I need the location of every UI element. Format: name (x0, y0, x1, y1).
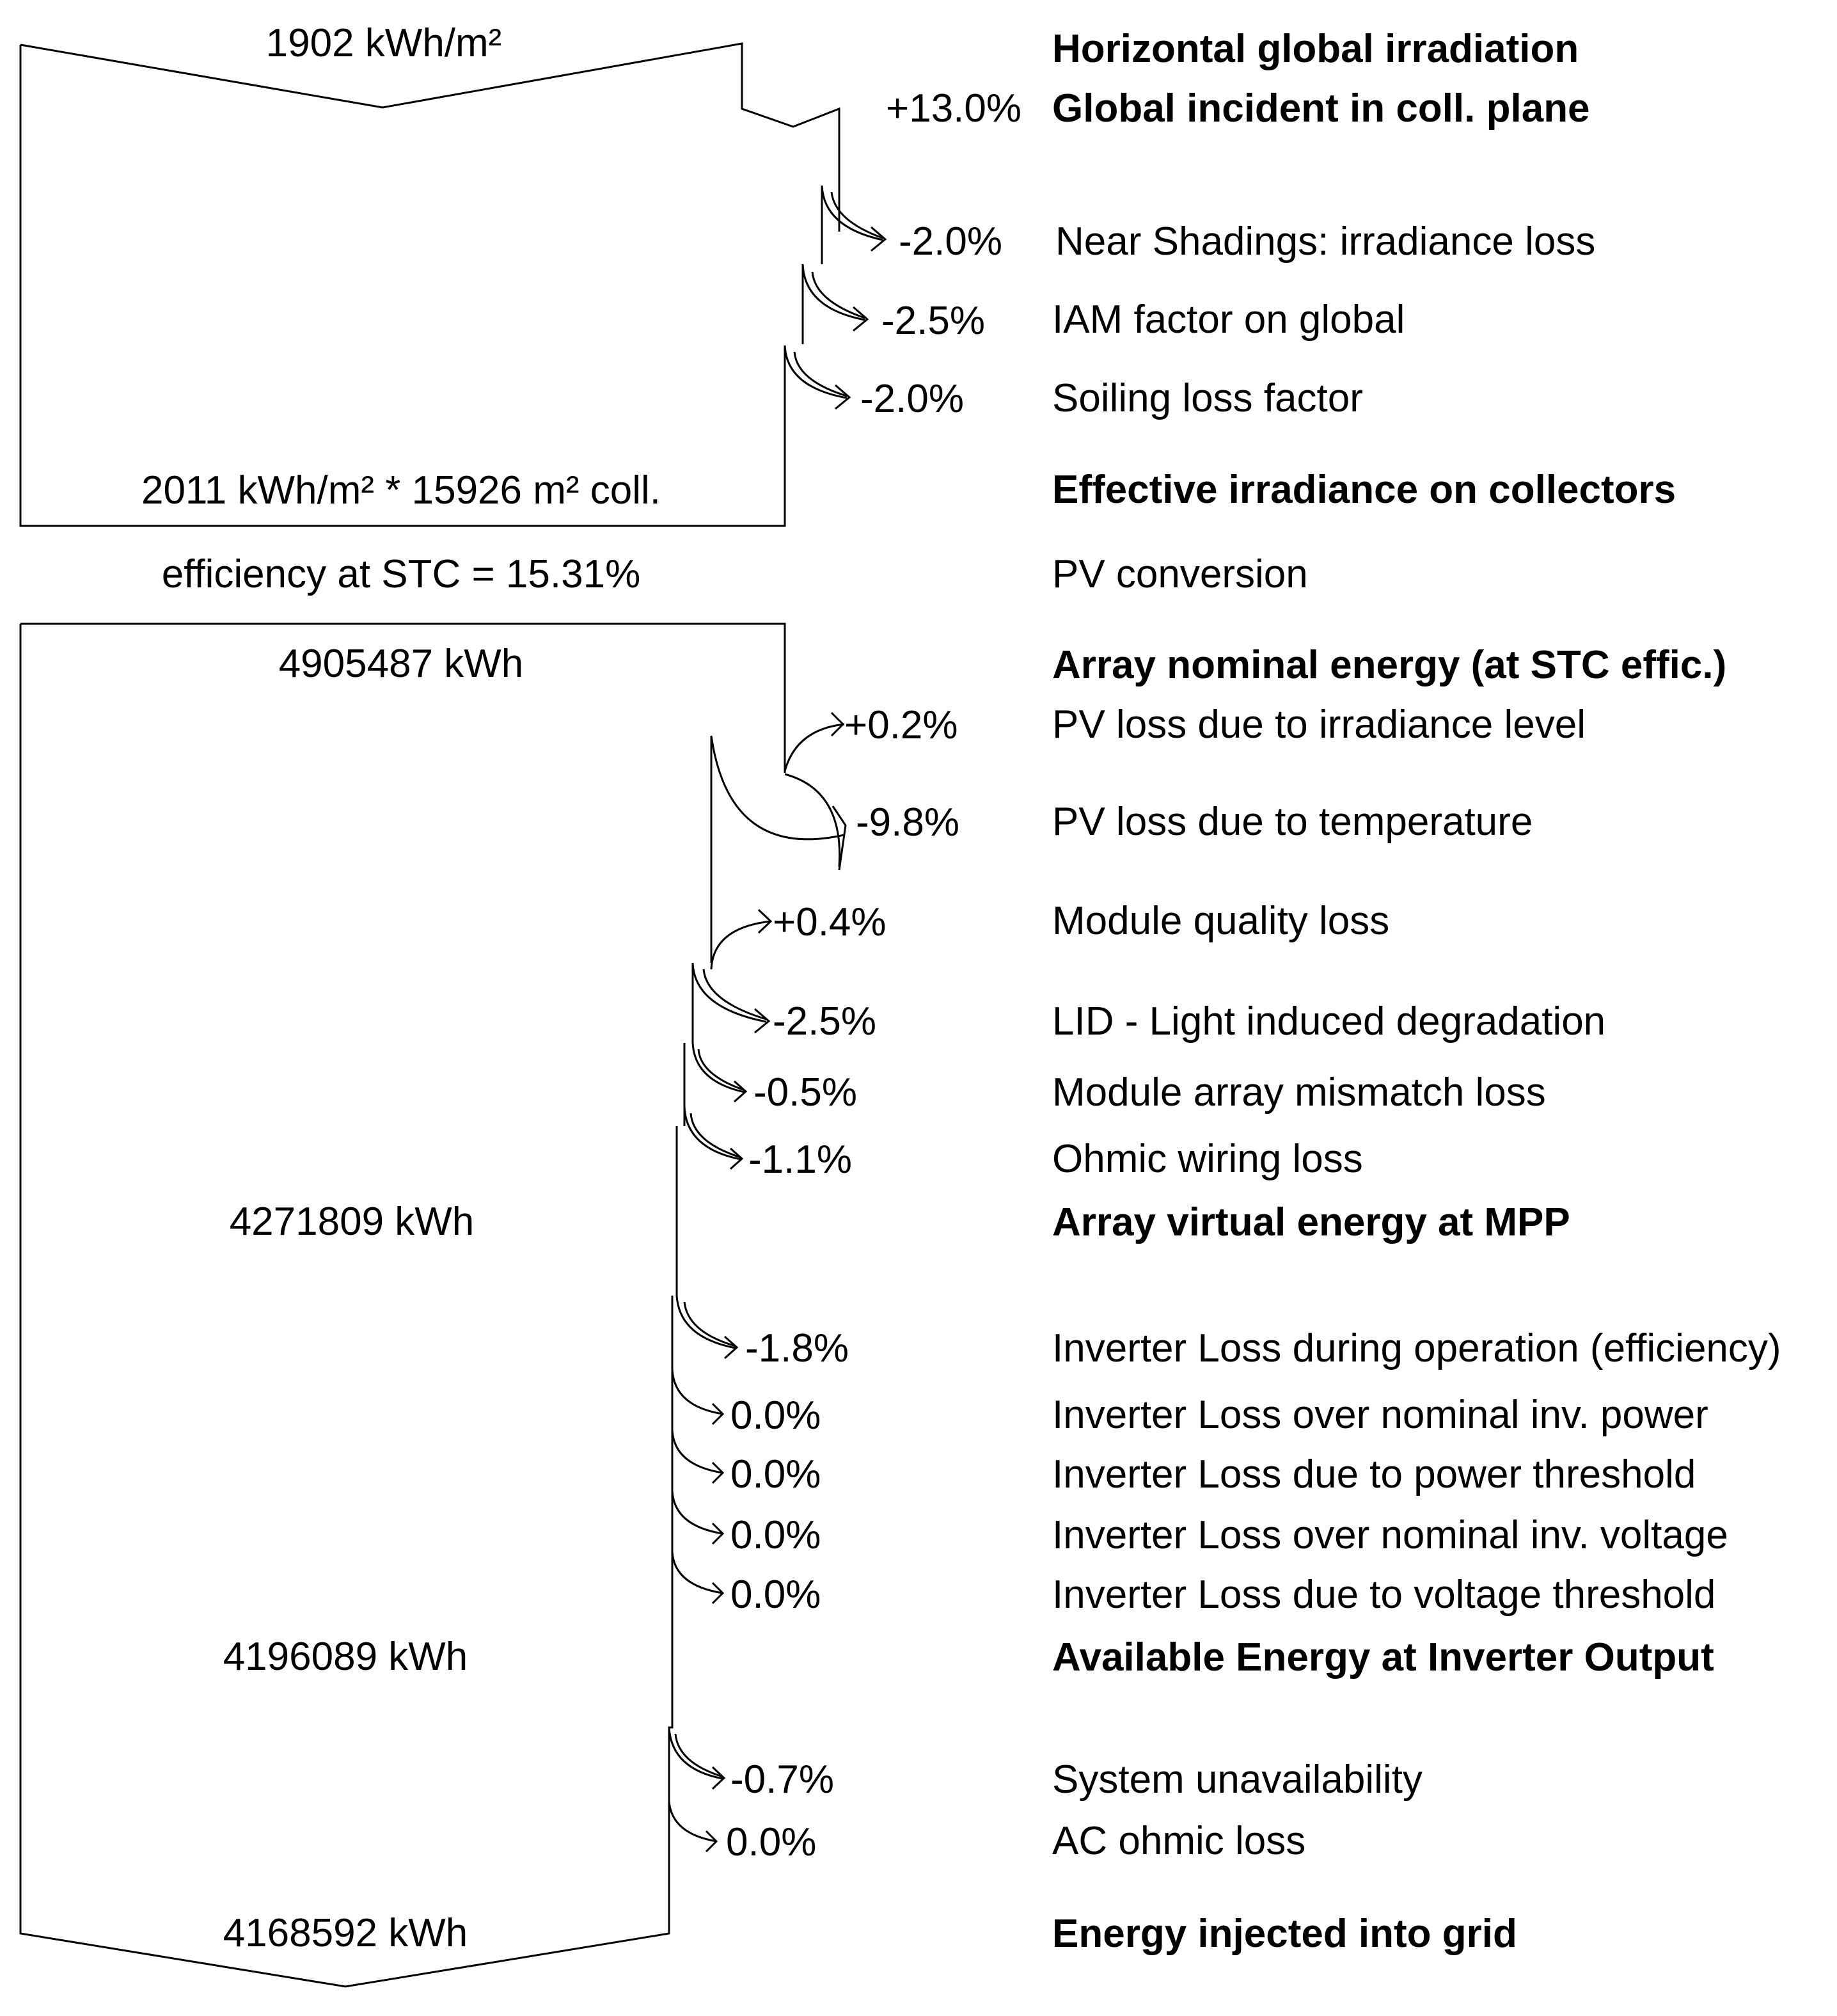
irradiance-level-percent: +0.2% (844, 703, 958, 747)
ohmic-wiring-arrow (684, 1107, 742, 1169)
inv-over-power-arrow (672, 1369, 723, 1424)
energy-flow-outline (20, 624, 785, 1987)
global-incident-percent: +13.0% (886, 86, 1022, 131)
mismatch-label: Module array mismatch loss (1052, 1070, 1546, 1115)
horizontal-irradiation-label: Horizontal global irradiation (1052, 27, 1579, 71)
module-quality-label: Module quality loss (1052, 899, 1390, 943)
array-nominal-label: Array nominal energy (at STC effic.) (1052, 643, 1727, 687)
unavailability-percent: -0.7% (730, 1758, 834, 1802)
mismatch-arrow (693, 1043, 746, 1102)
unavailability-arrow (669, 1727, 724, 1789)
array-virtual-mpp-value: 4271809 kWh (229, 1200, 475, 1244)
near-shadings-label: Near Shadings: irradiance loss (1055, 219, 1596, 264)
inv-voltage-threshold-arrow (672, 1552, 723, 1603)
inverter-output-value: 4196089 kWh (223, 1635, 468, 1679)
inv-operation-arrow (677, 1296, 737, 1358)
inv-voltage-threshold-percent: 0.0% (730, 1573, 821, 1617)
iam-percent: -2.5% (881, 299, 985, 343)
near-shadings-arrow (822, 186, 885, 251)
iam-label: IAM factor on global (1052, 298, 1405, 342)
grid-injected-value: 4168592 kWh (223, 1911, 468, 1955)
effective-irradiance-label: Effective irradiance on collectors (1052, 468, 1676, 512)
inverter-output-label: Available Energy at Inverter Output (1052, 1635, 1714, 1679)
inv-power-threshold-label: Inverter Loss due to power threshold (1052, 1452, 1696, 1496)
ohmic-wiring-label: Ohmic wiring loss (1052, 1137, 1363, 1181)
irradiance-flow-outline (20, 44, 839, 526)
ohmic-wiring-percent: -1.1% (748, 1138, 852, 1182)
pv-conversion-label: PV conversion (1052, 552, 1308, 596)
near-shadings-percent: -2.0% (899, 219, 1002, 264)
unavailability-label: System unavailability (1052, 1758, 1423, 1802)
inv-operation-percent: -1.8% (745, 1326, 849, 1370)
ac-ohmic-label: AC ohmic loss (1052, 1819, 1306, 1863)
inv-voltage-threshold-label: Inverter Loss due to voltage threshold (1052, 1573, 1716, 1617)
irradiance-level-label: PV loss due to irradiance level (1052, 702, 1586, 747)
global-incident-label: Global incident in coll. plane (1052, 86, 1590, 131)
temperature-percent: -9.8% (856, 800, 959, 845)
inv-over-power-percent: 0.0% (730, 1393, 821, 1438)
inv-over-voltage-arrow (672, 1491, 723, 1544)
lid-label: LID - Light induced degradation (1052, 999, 1606, 1044)
stc-efficiency-value: efficiency at STC = 15.31% (161, 552, 641, 596)
soiling-label: Soiling loss factor (1052, 376, 1363, 420)
inv-over-voltage-percent: 0.0% (730, 1513, 821, 1557)
lid-arrow (693, 963, 769, 1033)
module-quality-percent: +0.4% (773, 900, 887, 944)
inv-operation-label: Inverter Loss during operation (efficiency) (1052, 1326, 1781, 1370)
soiling-arrow (785, 345, 849, 409)
inv-over-power-label: Inverter Loss over nominal inv. power (1052, 1393, 1708, 1437)
mismatch-percent: -0.5% (753, 1070, 857, 1115)
ac-ohmic-percent: 0.0% (726, 1820, 817, 1864)
inv-power-threshold-percent: 0.0% (730, 1452, 821, 1496)
module-quality-arrow (711, 910, 771, 969)
ac-ohmic-arrow (669, 1801, 716, 1852)
effective-irradiance-value: 2011 kWh/m² * 15926 m² coll. (141, 468, 661, 512)
temperature-arrow (711, 736, 846, 870)
irradiance-level-arrow (785, 713, 844, 771)
array-virtual-mpp-label: Array virtual energy at MPP (1052, 1200, 1570, 1244)
temperature-label: PV loss due to temperature (1052, 800, 1533, 844)
lid-percent: -2.5% (773, 999, 876, 1044)
iam-arrow (803, 264, 867, 331)
grid-injected-label: Energy injected into grid (1052, 1912, 1517, 1956)
array-nominal-value: 4905487 kWh (278, 642, 524, 686)
horizontal-irradiation-value: 1902 kWh/m² (265, 21, 502, 65)
soiling-percent: -2.0% (860, 377, 964, 421)
inv-over-voltage-label: Inverter Loss over nominal inv. voltage (1052, 1513, 1728, 1557)
inv-power-threshold-arrow (672, 1430, 723, 1483)
